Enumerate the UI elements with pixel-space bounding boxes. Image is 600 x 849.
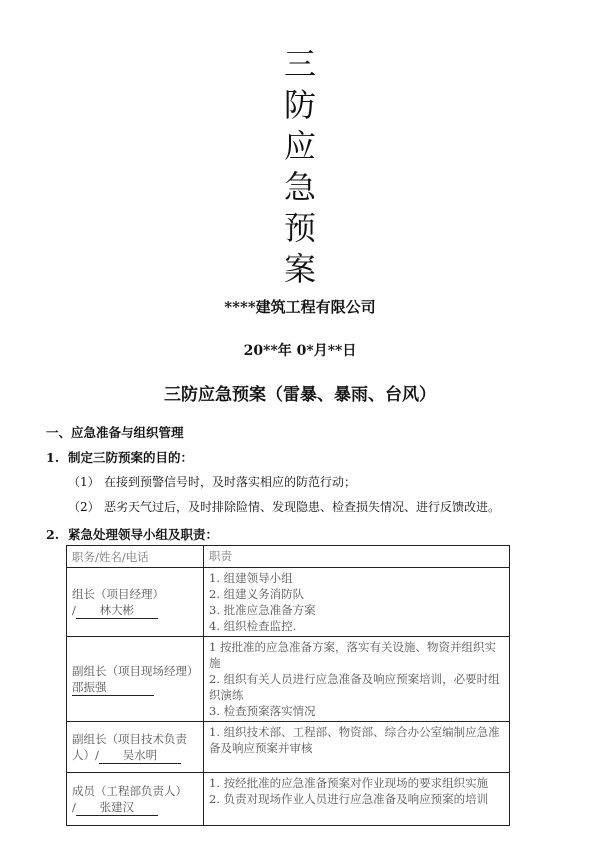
role-prefix: 人）/ xyxy=(72,747,99,762)
duties-cell xyxy=(204,773,510,826)
subsection-heading xyxy=(46,525,218,543)
duties-cell xyxy=(204,568,510,637)
cover-title xyxy=(0,44,600,290)
role-title: 成员（工程部负责人） xyxy=(72,783,187,798)
duties-cell xyxy=(204,637,510,722)
role-cell xyxy=(67,722,204,773)
duties-cell xyxy=(204,722,510,773)
title-char: 案 xyxy=(283,250,316,288)
role-cell xyxy=(67,773,204,826)
role-name-line xyxy=(72,747,198,764)
member-name: 林大彬 xyxy=(76,602,158,619)
role-name-line xyxy=(72,602,198,619)
company-name: ****建筑工程有限公司 xyxy=(224,298,376,316)
title-char: 防 xyxy=(283,86,316,124)
subsection-number: 1. xyxy=(46,450,60,465)
member-name: 吴水明 xyxy=(99,747,181,764)
purpose-text: 恶劣天气过后，及时排除险情、发现隐患、检查损失情况、进行反馈改进。 xyxy=(104,500,501,514)
member-name: 张建汉 xyxy=(76,799,158,816)
duty-item: 1 按批准的应急准备方案，落实有关设施、物资并组织实施 xyxy=(209,640,496,670)
member-name: 邵振强 xyxy=(72,679,154,696)
document-title: 三防应急预案（雷暴、暴雨、台风） xyxy=(164,385,436,405)
role-title: 副组长（项目技术负责 xyxy=(72,731,187,746)
purpose-text: 在接到预警信号时，及时落实相应的防范行动； xyxy=(104,475,357,489)
column-header: 职务/姓名/电话 xyxy=(67,546,204,568)
duty-item: 2. 组建义务消防队 xyxy=(209,587,305,601)
duty-item: 3. 批准应急准备方案 xyxy=(209,603,316,617)
section-heading: 一、应急准备与组织管理 xyxy=(46,425,184,440)
role-cell xyxy=(67,637,204,722)
table-row xyxy=(67,568,510,637)
duty-item: 1. 组织技术部、工程部、物资部、综合办公室编制应急准备及响应预案并审核 xyxy=(209,725,500,755)
subsection-heading xyxy=(46,448,193,466)
document-date: 20**年 0*月**日 xyxy=(243,343,357,359)
duty-item: 3. 检查预案落实情况 xyxy=(209,704,316,718)
role-name-line xyxy=(72,679,198,696)
role-prefix: / xyxy=(72,799,76,814)
title-char: 三 xyxy=(283,45,316,83)
table-header-row xyxy=(67,546,510,568)
subsection-number: 2. xyxy=(46,527,60,542)
table-row xyxy=(67,773,510,826)
title-char: 应 xyxy=(283,127,316,165)
duty-item: 1. 组建领导小组 xyxy=(209,571,293,585)
duty-item: 2. 负责对现场作业人员进行应急准备及响应预案的培训 xyxy=(209,792,489,806)
title-char: 急 xyxy=(283,168,316,206)
title-char: 预 xyxy=(283,209,316,247)
subsection-label: 紧急处理领导小组及职责： xyxy=(68,527,219,542)
purpose-number: （2） xyxy=(68,500,100,514)
duty-item: 1. 按经批准的应急准备预案对作业现场的要求组织实施 xyxy=(209,776,489,790)
table-row xyxy=(67,637,510,722)
role-title: 副组长（项目现场经理） xyxy=(72,663,199,678)
leadership-table xyxy=(66,545,510,826)
duty-item: 4. 组织检查监控. xyxy=(209,619,297,633)
role-title: 组长（项目经理） xyxy=(72,586,164,601)
duty-item: 2. 组织有关人员进行应急准备及响应预案培训，必要时组织演练 xyxy=(209,672,500,702)
role-cell xyxy=(67,568,204,637)
subsection-label: 制定三防预案的目的： xyxy=(68,450,194,465)
purpose-item xyxy=(68,498,500,515)
purpose-number: （1） xyxy=(68,475,100,489)
table-row xyxy=(67,722,510,773)
purpose-item xyxy=(68,473,356,490)
role-name-line xyxy=(72,799,198,816)
column-header: 职责 xyxy=(204,546,510,568)
role-prefix: / xyxy=(72,602,76,617)
